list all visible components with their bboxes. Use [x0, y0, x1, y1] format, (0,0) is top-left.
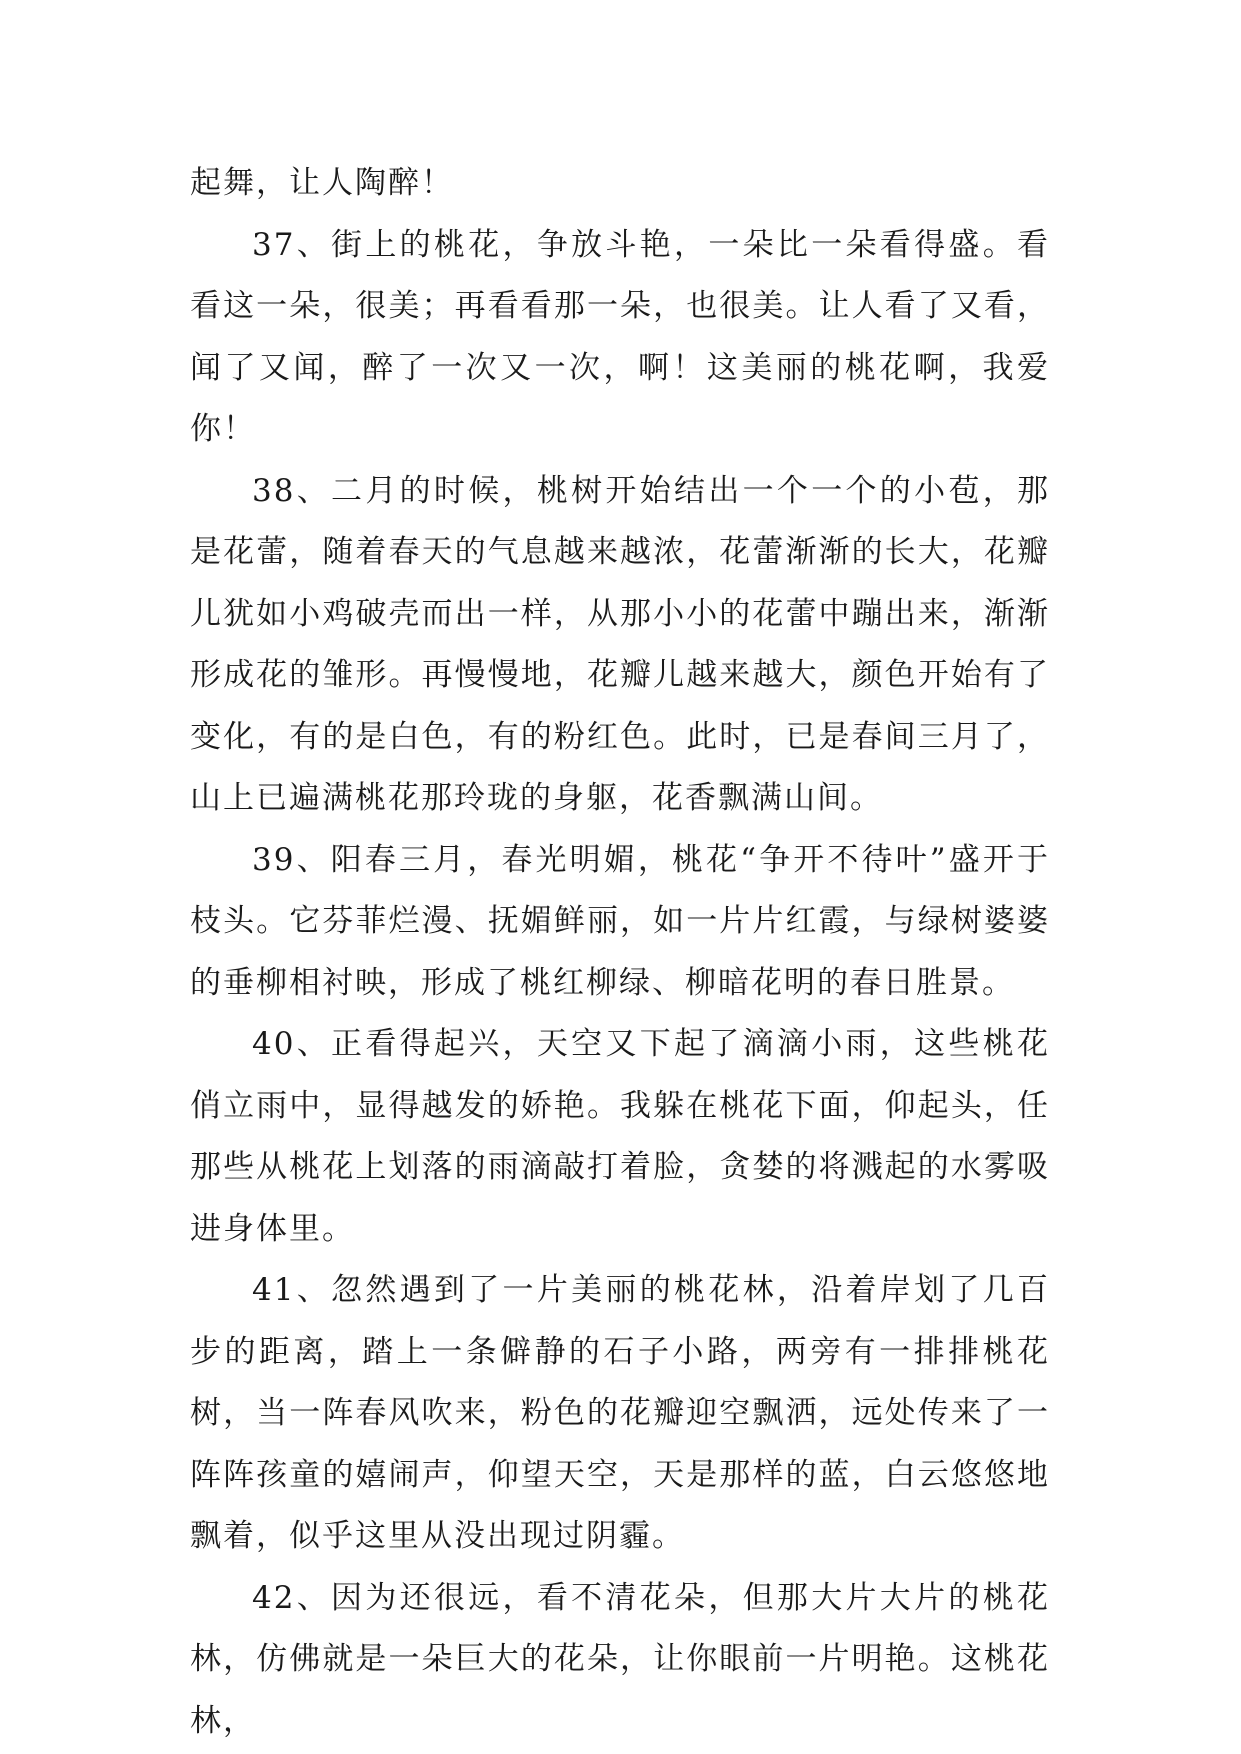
paragraph-40: 40、正看得起兴，天空又下起了滴滴小雨，这些桃花俏立雨中，显得越发的娇艳。我躲在桃花下面，仰起头，任那些从桃花上划落的雨滴敲打着脸，贪婪的将溅起的水雾吸进身体里。: [190, 1026, 1050, 1247]
body-text: [190, 153, 1050, 1752]
paragraph-38: 38、二月的时候，桃树开始结出一个一个的小苞，那是花蕾，随着春天的气息越来越浓，花蕾渐渐的长大，花瓣儿犹如小鸡破壳而出一样，从那小小的花蕾中蹦出来，渐渐形成花的雏形。再慢慢地，花瓣儿越来越大，颜色开始有了变化，有的是白色，有的粉红色。此时，已是春间三月了，山上已遍满桃花那玲珑的身躯，花香飘满山间。: [190, 472, 1050, 816]
paragraph-continuation: 起舞，让人陶醉！: [190, 165, 454, 201]
paragraph-41: 41、忽然遇到了一片美丽的桃花林，沿着岸划了几百步的距离，踏上一条僻静的石子小路，两旁有一排排桃花树，当一阵春风吹来，粉色的花瓣迎空飘洒，远处传来了一阵阵孩童的嬉闹声，仰望天空，天是那样的蓝，白云悠悠地飘着，似乎这里从没出现过阴霾。: [190, 1272, 1050, 1554]
paragraph-37: 37、街上的桃花，争放斗艳，一朵比一朵看得盛。看看这一朵，很美；再看看那一朵，也很美。让人看了又看，闻了又闻，醉了一次又一次，啊！这美丽的桃花啊，我爱你！: [190, 226, 1050, 447]
paragraph-39: 39、阳春三月，春光明媚，桃花“争开不待叶”盛开于枝头。它芬菲烂漫、抚媚鲜丽，如一片片红霞，与绿树婆婆的垂柳相衬映，形成了桃红柳绿、柳暗花明的春日胜景。: [190, 841, 1050, 1001]
paragraph-42: 42、因为还很远，看不清花朵，但那大片大片的桃花林，仿佛就是一朵巨大的花朵，让你眼前一片明艳。这桃花林，: [190, 1579, 1050, 1739]
